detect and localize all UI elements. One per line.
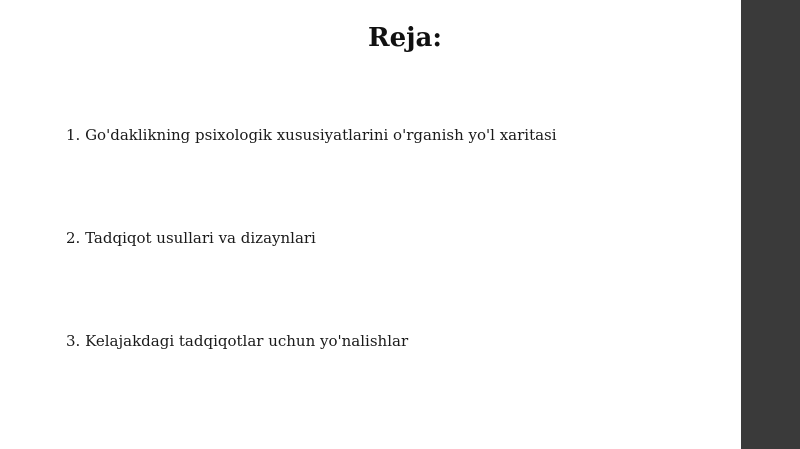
plan-item-3: 3. Kelajakdagi tadqiqotlar uchun yo'nalishlar — [66, 332, 409, 350]
plan-item-2: 2. Tadqiqot usullari va dizaynlari — [66, 229, 316, 247]
side-panel — [741, 0, 800, 449]
slide-title: Reja: — [367, 23, 442, 53]
plan-item-1: 1. Go'daklikning psixologik xususiyatlarini o'rganish yo'l xaritasi — [66, 126, 557, 144]
